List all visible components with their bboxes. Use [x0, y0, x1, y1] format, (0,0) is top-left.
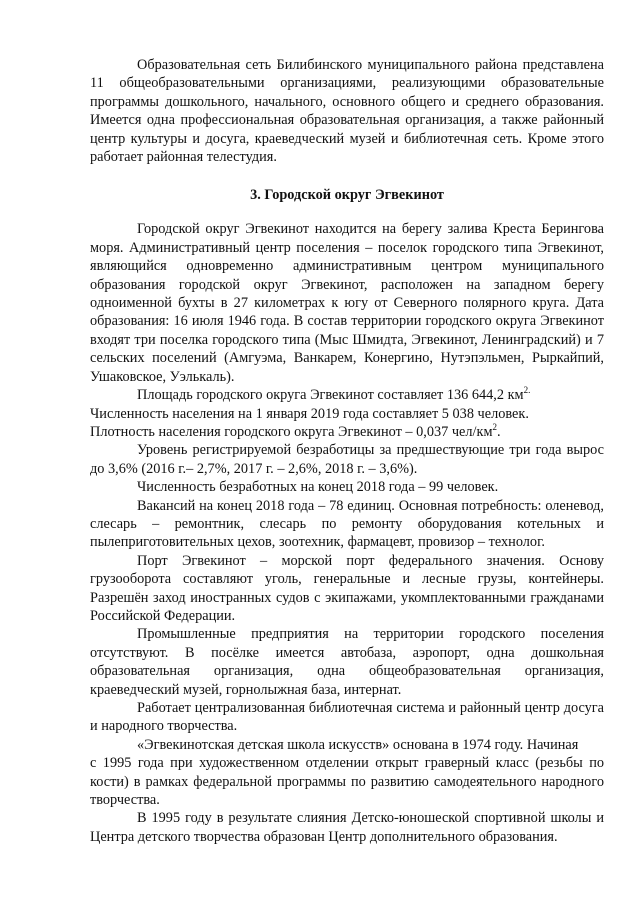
population-paragraph: Численность населения на 1 января 2019 года составляет 5 038 человек.	[90, 405, 529, 422]
density-end: .	[497, 423, 501, 440]
unemployment-paragraph: Уровень регистрируемой безработицы за предшествующие три года вырос до 3,6% (2016 г.– 2,7%, 2017 г. – 2,6%, 2018 г. – 3,6%).	[90, 442, 604, 477]
industry-paragraph: Промышленные предприятия на территории городского поселения отсутствуют. В посёлке имеется автобаза, аэропорт, одна дошкольная образовательная организация, одна общеобразовательная организация, краеведческий музей, горнолыжная база, интернат.	[90, 626, 604, 698]
section-heading: 3. Городской округ Эгвекинот	[250, 187, 444, 204]
section-paragraph-general: Городской округ Эгвекинот находится на берегу залива Креста Берингова моря. Административный центр поселения – поселок городского типа Эгвекинот, являющийся одновременно административным центром муниципального образования городской округ Эгвекинот, расположен на западном берегу одноименной бухты в 27 километрах к югу от Северного полярного круга. Дата образования: 16 июля 1946 года. В состав территории городского округа Эгвекинот входят три поселка городского типа (Мыс Шмидта, Эгвекинот, Ленинградский) и 7 сельских поселений (Амгуэма, Ванкарем, Конергино, Нутэпэльмен, Рыркайпий, Ушаковское, Уэлькаль).	[90, 221, 604, 385]
density-superscript: 2	[492, 421, 497, 432]
school-arts-paragraph: «Эгвекинотская детская школа искусств» основана в 1974 году. Начиная	[137, 736, 579, 753]
document-page	[90, 56, 604, 846]
vacancies-paragraph: Вакансий на конец 2018 года – 78 единиц. Основная потребность: оленевод, слесарь – ремонтник, слесарь по ремонту оборудования котельных и пылеприготовительных цехов, зоотехник, фармацевт, провизор – технолог.	[90, 497, 604, 551]
port-paragraph: Порт Эгвекинот – морской порт федерального значения. Основу грузооборота составляют уголь, генеральные и лесные грузы, контейнеры. Разрешён заход иностранных судов с экипажами, укомплектованными гражданами Российской Федерации.	[90, 552, 604, 624]
density-text: Плотность населения городского округа Эгвекинот – 0,037 чел/км	[90, 423, 493, 440]
school-arts-continuation: с 1995 года при художественном отделении открыт граверный класс (резьбы по кости) в рамках федеральной программы по развитию самодеятельного народного творчества.	[90, 755, 604, 809]
library-paragraph: Работает централизованная библиотечная система и районный центр досуга и народного творчества.	[90, 700, 604, 735]
unemployed-count-paragraph: Численность безработных на конец 2018 года – 99 человек.	[137, 479, 499, 496]
area-paragraph	[90, 386, 604, 404]
additional-education-paragraph: В 1995 году в результате слияния Детско-юношеской спортивной школы и Центра детского творчества образован Центр дополнительного образования.	[90, 810, 604, 845]
density-paragraph	[90, 423, 604, 441]
area-text: Площадь городского округа Эгвекинот составляет 136 644,2 км	[137, 387, 524, 404]
area-superscript: 2.	[523, 385, 531, 396]
intro-paragraph: Образовательная сеть Билибинского муниципального района представлена 11 общеобразовательными организациями, реализующими образовательные программы дошкольного, начального, основного общего и среднего образования. Имеется одна профессиональная образовательная организация, а также районный центр культуры и досуга, краеведческий музей и библиотечная сеть. Кроме этого работает районная телестудия.	[90, 57, 604, 166]
